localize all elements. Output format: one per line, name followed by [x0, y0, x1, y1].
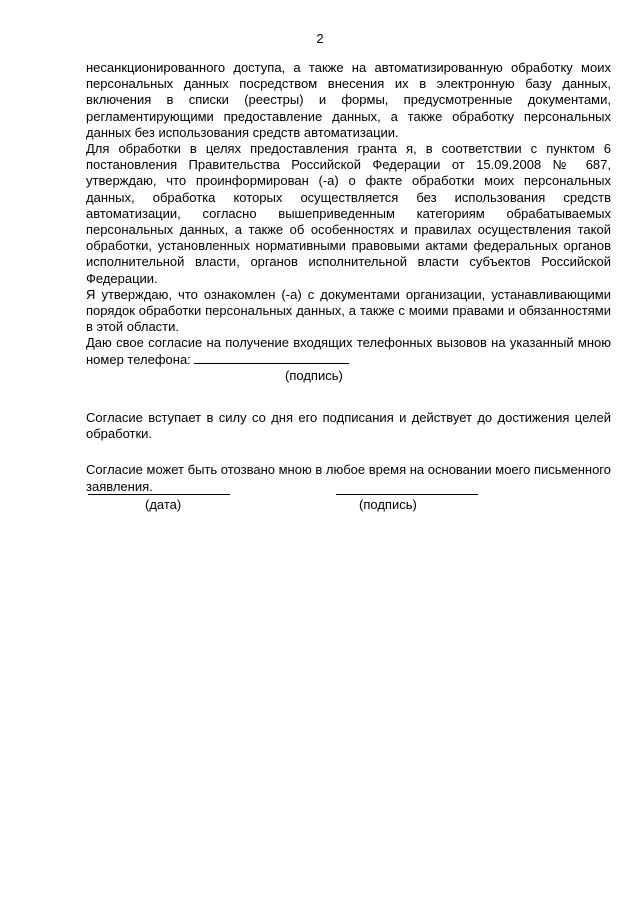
date-field[interactable]	[88, 494, 230, 495]
paragraph-acknowledgement: Я утверждаю, что ознакомлен (-а) с документами организации, устанавливающими порядок обработки персональных данных, а также с моими правами и обязанностями в этой области.	[86, 286, 611, 335]
signature-field[interactable]	[336, 494, 478, 495]
paragraph-grant-processing: Для обработки в целях предоставления гранта я, в соответствии с пунктом 6 постановления Правительства Российской Федерации от 15.09.2008 № 687, утверждаю, что проинформирован (-а) о факте обработки моих персональных данных, обработка которых осуществляется без использования средств автоматизации, согласно вышеприведенным категориям обрабатываемых персональных данных, а также об особенностях и правилах осуществления такой обработки, установленных нормативными правовыми актами федеральных органов исполнительной власти, органов исполнительной власти субъектов Российской Федерации.	[86, 141, 611, 286]
phone-signature-field[interactable]	[194, 352, 349, 364]
phone-consent-paragraph	[86, 335, 611, 367]
spacer	[86, 442, 611, 462]
signature-caption: (подпись)	[359, 497, 417, 512]
paragraph-unauthorized-access: несанкционированного доступа, а также на автоматизированную обработку моих персональных данных посредством внесения их в электронную базу данных, включения в списки (реестры) и формы, предусмотренные документами, регламентирующими предоставление данных, а также обработку персональных данных без использования средств автоматизации.	[86, 60, 611, 140]
signature-block	[86, 482, 611, 522]
document-body	[86, 60, 611, 495]
phone-consent-text: Даю свое согласие на получение входящих телефонных вызовов на указанный мною номер телефона:	[86, 335, 611, 367]
phone-signature-caption: (подпись)	[285, 367, 343, 383]
spacer	[86, 384, 611, 410]
revocation-paragraph: Согласие может быть отозвано мною в любое время на основании моего письменного заявления.	[86, 462, 611, 494]
date-caption: (дата)	[145, 497, 182, 512]
validity-paragraph: Согласие вступает в силу со дня его подписания и действует до достижения целей обработки.	[86, 410, 611, 442]
page-number: 2	[316, 31, 324, 46]
